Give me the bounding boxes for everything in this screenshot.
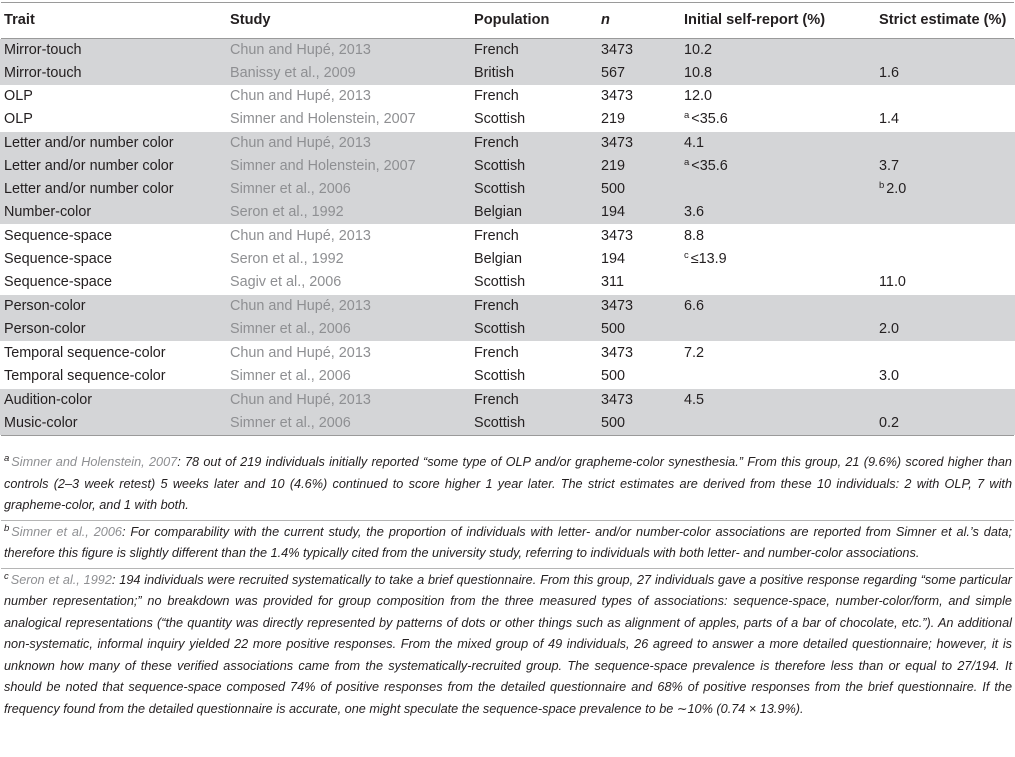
cell-strict-estimate bbox=[879, 412, 899, 435]
cell-trait-value: Sequence-space bbox=[4, 274, 113, 290]
table-row bbox=[0, 201, 1015, 224]
table-header-row bbox=[0, 3, 1015, 38]
header-trait: Trait bbox=[4, 12, 35, 28]
cell-n-value: 500 bbox=[601, 321, 626, 337]
cell-population-value: British bbox=[474, 65, 514, 81]
cell-initial-self-report bbox=[684, 225, 704, 248]
cell-n bbox=[601, 365, 625, 388]
footnote-marker: b bbox=[879, 180, 885, 191]
cell-initial-self-report-value: 3.6 bbox=[684, 204, 705, 220]
cell-n-value: 500 bbox=[601, 368, 626, 384]
cell-trait bbox=[4, 389, 92, 412]
cell-initial-self-report bbox=[684, 389, 704, 412]
cell-population-value: French bbox=[474, 392, 519, 408]
cell-population-value: French bbox=[474, 42, 519, 58]
cell-study bbox=[230, 225, 371, 248]
footnote-a bbox=[0, 452, 1015, 517]
cell-n bbox=[601, 62, 625, 85]
cell-trait bbox=[4, 178, 174, 201]
header-initial-self-report: Initial self-report (%) bbox=[684, 12, 826, 28]
cell-study-value: Banissy et al., 2009 bbox=[230, 65, 356, 81]
cell-n bbox=[601, 318, 625, 341]
cell-population-value: Belgian bbox=[474, 251, 523, 267]
cell-study-value: Simner et al., 2006 bbox=[230, 181, 351, 197]
cell-n bbox=[601, 389, 633, 412]
cell-study bbox=[230, 178, 351, 201]
table-body bbox=[0, 39, 1015, 435]
table-row bbox=[0, 155, 1015, 178]
footnote-marker: a bbox=[684, 110, 690, 121]
cell-n bbox=[601, 132, 633, 155]
cell-initial-self-report bbox=[684, 85, 712, 108]
cell-n bbox=[601, 155, 625, 178]
footnote-marker: c bbox=[4, 570, 9, 582]
cell-trait bbox=[4, 108, 33, 131]
cell-n bbox=[601, 412, 625, 435]
cell-n bbox=[601, 342, 633, 365]
cell-strict-estimate bbox=[879, 62, 899, 85]
cell-trait bbox=[4, 85, 33, 108]
cell-trait bbox=[4, 365, 166, 388]
cell-strict-estimate-value: 1.4 bbox=[879, 111, 900, 127]
cell-population bbox=[474, 39, 519, 62]
table-row bbox=[0, 318, 1015, 341]
cell-population bbox=[474, 132, 519, 155]
cell-initial-self-report bbox=[684, 342, 704, 365]
cell-n bbox=[601, 178, 625, 201]
footnote-reference: Simner and Holenstein, 2007 bbox=[11, 455, 178, 469]
cell-trait-value: Sequence-space bbox=[4, 228, 113, 244]
cell-initial-self-report-value: 10.2 bbox=[684, 42, 713, 58]
cell-n-value: 500 bbox=[601, 415, 626, 431]
cell-n-value: 219 bbox=[601, 111, 626, 127]
cell-trait-value: Letter and/or number color bbox=[4, 158, 174, 174]
footnote-marker: b bbox=[4, 522, 10, 534]
footnote-divider bbox=[1, 520, 1014, 521]
cell-study bbox=[230, 85, 371, 108]
cell-population bbox=[474, 178, 525, 201]
cell-initial-self-report-value: 8.8 bbox=[684, 228, 705, 244]
cell-study bbox=[230, 412, 351, 435]
cell-trait-value: OLP bbox=[4, 88, 33, 104]
cell-population bbox=[474, 155, 525, 178]
cell-population-value: French bbox=[474, 228, 519, 244]
cell-n-value: 500 bbox=[601, 181, 626, 197]
cell-study-value: Chun and Hupé, 2013 bbox=[230, 42, 371, 58]
cell-trait bbox=[4, 62, 82, 85]
cell-population bbox=[474, 412, 525, 435]
cell-trait bbox=[4, 342, 166, 365]
cell-initial-self-report-value: 4.1 bbox=[684, 135, 705, 151]
cell-initial-self-report-value: <35.6 bbox=[691, 158, 728, 174]
cell-trait-value: Music-color bbox=[4, 415, 78, 431]
cell-trait-value: Mirror-touch bbox=[4, 42, 82, 58]
cell-study bbox=[230, 248, 344, 271]
cell-initial-self-report-value: ≤13.9 bbox=[690, 251, 727, 267]
cell-population-value: Scottish bbox=[474, 111, 526, 127]
cell-population bbox=[474, 85, 519, 108]
cell-trait bbox=[4, 39, 82, 62]
cell-trait-value: Person-color bbox=[4, 321, 86, 337]
cell-population bbox=[474, 318, 525, 341]
cell-initial-self-report-value: 12.0 bbox=[684, 88, 713, 104]
cell-study-value: Sagiv et al., 2006 bbox=[230, 274, 342, 290]
cell-population-value: Scottish bbox=[474, 415, 526, 431]
cell-trait bbox=[4, 248, 112, 271]
table-row bbox=[0, 108, 1015, 131]
cell-n-value: 567 bbox=[601, 65, 626, 81]
cell-n-value: 219 bbox=[601, 158, 626, 174]
cell-study bbox=[230, 342, 371, 365]
cell-n-value: 311 bbox=[601, 274, 624, 290]
cell-strict-estimate bbox=[879, 108, 899, 131]
cell-strict-estimate bbox=[879, 178, 906, 201]
cell-study-value: Simner et al., 2006 bbox=[230, 368, 351, 384]
cell-trait-value: Letter and/or number color bbox=[4, 181, 174, 197]
cell-trait-value: Audition-color bbox=[4, 392, 92, 408]
cell-study-value: Simner et al., 2006 bbox=[230, 415, 351, 431]
table-row bbox=[0, 39, 1015, 62]
cell-trait bbox=[4, 412, 78, 435]
cell-strict-estimate bbox=[879, 365, 899, 388]
table-row bbox=[0, 412, 1015, 435]
cell-initial-self-report-value: 4.5 bbox=[684, 392, 705, 408]
cell-study bbox=[230, 62, 356, 85]
cell-n bbox=[601, 108, 625, 131]
cell-strict-estimate-value: 3.7 bbox=[879, 158, 900, 174]
cell-n-value: 3473 bbox=[601, 298, 634, 314]
cell-initial-self-report bbox=[684, 248, 727, 271]
cell-trait-value: Temporal sequence-color bbox=[4, 345, 166, 361]
table-row bbox=[0, 295, 1015, 318]
cell-trait-value: Temporal sequence-color bbox=[4, 368, 166, 384]
cell-population-value: Scottish bbox=[474, 158, 526, 174]
cell-population bbox=[474, 248, 522, 271]
cell-population-value: Scottish bbox=[474, 181, 526, 197]
cell-study-value: Chun and Hupé, 2013 bbox=[230, 345, 371, 361]
cell-population-value: Scottish bbox=[474, 321, 526, 337]
cell-n bbox=[601, 248, 625, 271]
cell-trait bbox=[4, 155, 174, 178]
cell-population-value: French bbox=[474, 298, 519, 314]
footnote-reference: Simner et al., 2006 bbox=[11, 524, 122, 539]
footnote-text: : 78 out of 219 individuals initially reported “some type of OLP and/or grapheme-color synesthesia.” From this group, 21 (9.6%) scored higher than controls (2–3 week retest) 5 weeks later and 10 (4.6%) continued to score higher 1 year later. The strict estimates are derived from these 10 individuals: 2 with OLP, 7 with grapheme-color, and 1 with both. bbox=[4, 455, 1012, 512]
cell-initial-self-report bbox=[684, 295, 704, 318]
cell-population bbox=[474, 271, 525, 294]
cell-n bbox=[601, 85, 633, 108]
header-strict-estimate: Strict estimate (%) bbox=[879, 12, 1007, 28]
cell-strict-estimate-value: 0.2 bbox=[879, 415, 900, 431]
cell-n bbox=[601, 271, 624, 294]
cell-strict-estimate-value: 1.6 bbox=[879, 65, 900, 81]
cell-strict-estimate-value: 11.0 bbox=[879, 274, 906, 290]
cell-initial-self-report bbox=[684, 132, 704, 155]
table-row bbox=[0, 342, 1015, 365]
table-row bbox=[0, 271, 1015, 294]
table-row bbox=[0, 62, 1015, 85]
cell-study bbox=[230, 295, 371, 318]
cell-trait-value: Mirror-touch bbox=[4, 65, 82, 81]
cell-initial-self-report-value: <35.6 bbox=[691, 111, 728, 127]
cell-study-value: Chun and Hupé, 2013 bbox=[230, 88, 371, 104]
table-row bbox=[0, 85, 1015, 108]
cell-population-value: French bbox=[474, 88, 519, 104]
cell-trait-value: Number-color bbox=[4, 204, 92, 220]
cell-study-value: Chun and Hupé, 2013 bbox=[230, 392, 371, 408]
cell-population-value: Scottish bbox=[474, 274, 526, 290]
cell-n bbox=[601, 225, 633, 248]
header-n: n bbox=[601, 12, 610, 28]
cell-study bbox=[230, 155, 416, 178]
footnote-text: : 194 individuals were recruited systematically to take a brief questionnaire. From this group, 27 individuals gave a positive response regarding “some particular number representation;” no breakdown was provided for group composition from the three measured types of associations: sequence-space, number-color/form, and simple analogical representations (“the quantity was directly represented by patterns of dots or other things such as alignment of apples, parts of a bar of chocolate, etc.”). An additional non-systematic, informal inquiry yielded 22 more positive responses. From the mixed group of 49 individuals, 26 agreed to answer a more detailed questionnaire; however, it is unknown how many of these verified associations came from the systematically-recruited group. The sequence-space prevalence is therefore less than or equal to 27/194. It should be noted that sequence-space composed 74% of positive responses from the detailed questionnaire and 68% of positive responses from the brief questionnaire. If the frequency found from the detailed questionnaire is accurate, one might speculate the sequence-space prevalence to be ∼10% (0.74 × 13.9%). bbox=[4, 572, 1012, 716]
footnote-text: : For comparability with the current study, the proportion of individuals with letter- and/or number-color associations are reported from Simner et al.’s data; therefore this figure is slightly different than the 1.4% typically cited from the university study, referring to individuals with both letter- and number-color associations. bbox=[4, 524, 1012, 560]
cell-trait bbox=[4, 271, 112, 294]
cell-population-value: Belgian bbox=[474, 204, 523, 220]
cell-study-value: Simner et al., 2006 bbox=[230, 321, 351, 337]
cell-n bbox=[601, 295, 633, 318]
cell-population bbox=[474, 295, 519, 318]
cell-strict-estimate bbox=[879, 271, 906, 294]
table-row bbox=[0, 248, 1015, 271]
footnote-divider bbox=[1, 568, 1014, 569]
cell-initial-self-report bbox=[684, 155, 728, 178]
cell-trait bbox=[4, 225, 112, 248]
header-study: Study bbox=[230, 12, 271, 28]
cell-study-value: Simner and Holenstein, 2007 bbox=[230, 158, 416, 174]
footnote-marker: c bbox=[684, 250, 689, 261]
cell-strict-estimate bbox=[879, 318, 899, 341]
cell-study bbox=[230, 132, 371, 155]
cell-n-value: 3473 bbox=[601, 88, 634, 104]
cell-trait-value: Sequence-space bbox=[4, 251, 113, 267]
cell-population-value: Scottish bbox=[474, 368, 526, 384]
cell-population bbox=[474, 389, 519, 412]
cell-n-value: 3473 bbox=[601, 345, 634, 361]
cell-trait bbox=[4, 201, 91, 224]
table-row bbox=[0, 225, 1015, 248]
cell-initial-self-report bbox=[684, 108, 728, 131]
cell-study bbox=[230, 271, 341, 294]
cell-study bbox=[230, 318, 351, 341]
cell-strict-estimate-value: 3.0 bbox=[879, 368, 900, 384]
cell-trait-value: Letter and/or number color bbox=[4, 135, 174, 151]
cell-study-value: Simner and Holenstein, 2007 bbox=[230, 111, 416, 127]
cell-trait-value: Person-color bbox=[4, 298, 86, 314]
cell-n bbox=[601, 39, 633, 62]
cell-population-value: French bbox=[474, 135, 519, 151]
cell-population bbox=[474, 201, 522, 224]
cell-study bbox=[230, 365, 351, 388]
table-row bbox=[0, 178, 1015, 201]
cell-study bbox=[230, 389, 371, 412]
cell-study-value: Seron et al., 1992 bbox=[230, 204, 344, 220]
header-population: Population bbox=[474, 12, 550, 28]
cell-initial-self-report bbox=[684, 201, 704, 224]
cell-population-value: French bbox=[474, 345, 519, 361]
table-row bbox=[0, 389, 1015, 412]
cell-n-value: 3473 bbox=[601, 228, 634, 244]
cell-strict-estimate-value: 2.0 bbox=[886, 181, 907, 197]
cell-study-value: Chun and Hupé, 2013 bbox=[230, 135, 371, 151]
cell-trait bbox=[4, 132, 174, 155]
cell-study bbox=[230, 39, 371, 62]
table-bottom-rule bbox=[1, 435, 1014, 436]
cell-trait bbox=[4, 295, 86, 318]
cell-study bbox=[230, 108, 416, 131]
footnote-marker: a bbox=[684, 157, 690, 168]
cell-n-value: 194 bbox=[601, 204, 626, 220]
table-row bbox=[0, 132, 1015, 155]
footnote-reference: Seron et al., 1992 bbox=[10, 572, 112, 587]
cell-n-value: 3473 bbox=[601, 135, 634, 151]
cell-study-value: Chun and Hupé, 2013 bbox=[230, 228, 371, 244]
cell-n-value: 194 bbox=[601, 251, 626, 267]
cell-n-value: 3473 bbox=[601, 42, 634, 58]
cell-n bbox=[601, 201, 625, 224]
table-row bbox=[0, 365, 1015, 388]
cell-initial-self-report bbox=[684, 39, 712, 62]
cell-initial-self-report-value: 6.6 bbox=[684, 298, 705, 314]
cell-population bbox=[474, 225, 519, 248]
footnote-marker: a bbox=[4, 453, 10, 464]
cell-study-value: Seron et al., 1992 bbox=[230, 251, 344, 267]
cell-population bbox=[474, 342, 519, 365]
cell-population bbox=[474, 365, 525, 388]
footnote-c bbox=[0, 570, 1015, 721]
cell-study bbox=[230, 201, 344, 224]
footnote-b bbox=[0, 522, 1015, 565]
cell-strict-estimate-value: 2.0 bbox=[879, 321, 900, 337]
cell-population bbox=[474, 108, 525, 131]
cell-n-value: 3473 bbox=[601, 392, 634, 408]
cell-initial-self-report-value: 7.2 bbox=[684, 345, 705, 361]
cell-population bbox=[474, 62, 514, 85]
cell-trait bbox=[4, 318, 86, 341]
footnotes bbox=[0, 452, 1015, 720]
cell-initial-self-report bbox=[684, 62, 712, 85]
cell-study-value: Chun and Hupé, 2013 bbox=[230, 298, 371, 314]
cell-initial-self-report-value: 10.8 bbox=[684, 65, 713, 81]
cell-trait-value: OLP bbox=[4, 111, 33, 127]
cell-strict-estimate bbox=[879, 155, 899, 178]
